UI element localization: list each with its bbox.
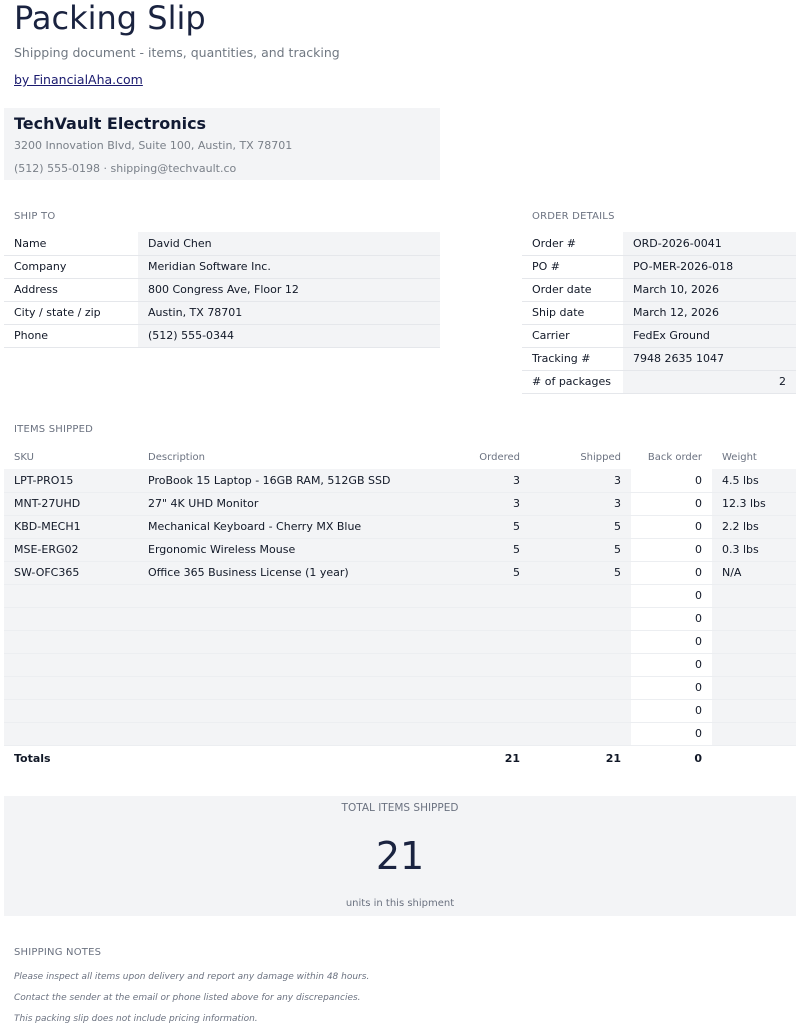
col-description: Description — [148, 452, 205, 463]
cell-shipped — [530, 653, 631, 676]
cell-shipped — [530, 607, 631, 630]
cell-shipped: 5 — [530, 515, 631, 538]
cell-weight: 12.3 lbs — [712, 492, 796, 515]
items-label: ITEMS SHIPPED — [14, 424, 94, 435]
field-key: Ship date — [522, 301, 623, 324]
totals-back-order: 0 — [631, 745, 712, 771]
field-value: Meridian Software Inc. — [138, 255, 440, 278]
cell-sku: MNT-27UHD — [4, 492, 138, 515]
ship-to-row — [4, 324, 440, 347]
cell-description: ProBook 15 Laptop - 16GB RAM, 512GB SSD — [138, 469, 448, 492]
totals-spacer — [138, 745, 448, 771]
ship-to-row — [4, 232, 440, 255]
totals-shipped: 21 — [530, 745, 631, 771]
table-row — [4, 538, 796, 561]
field-value: PO-MER-2026-018 — [623, 255, 796, 278]
cell-shipped — [530, 676, 631, 699]
cell-back-order: 0 — [631, 469, 712, 492]
field-key: Phone — [4, 324, 138, 347]
cell-weight — [712, 584, 796, 607]
cell-description: 27" 4K UHD Monitor — [138, 492, 448, 515]
field-key: Company — [4, 255, 138, 278]
field-key: Carrier — [522, 324, 623, 347]
page-title: Packing Slip — [14, 0, 206, 37]
cell-back-order: 0 — [631, 515, 712, 538]
table-row — [4, 722, 796, 745]
table-row — [4, 515, 796, 538]
byline-link[interactable]: by FinancialAha.com — [14, 72, 143, 87]
summary-caption: units in this shipment — [345, 898, 455, 909]
field-value: Austin, TX 78701 — [138, 301, 440, 324]
cell-back-order: 0 — [631, 561, 712, 584]
cell-description — [138, 653, 448, 676]
order-row — [522, 370, 796, 393]
table-row — [4, 653, 796, 676]
cell-back-order: 0 — [631, 607, 712, 630]
cell-weight — [712, 676, 796, 699]
summary-value: 21 — [375, 834, 425, 878]
cell-back-order: 0 — [631, 722, 712, 745]
cell-back-order: 0 — [631, 538, 712, 561]
sender-name: TechVault Electronics — [14, 114, 207, 133]
table-row — [4, 676, 796, 699]
cell-ordered: 5 — [448, 561, 530, 584]
table-row — [4, 630, 796, 653]
col-back-order: Back order — [647, 452, 702, 463]
ship-to-label: SHIP TO — [14, 211, 56, 222]
cell-weight — [712, 653, 796, 676]
note-line: Please inspect all items upon delivery and report any damage within 48 hours. — [14, 972, 370, 982]
field-value: 7948 2635 1047 — [623, 347, 796, 370]
table-row — [4, 561, 796, 584]
ship-to-row — [4, 301, 440, 324]
cell-description — [138, 630, 448, 653]
col-weight: Weight — [722, 452, 757, 463]
field-key: Address — [4, 278, 138, 301]
field-key: PO # — [522, 255, 623, 278]
table-row — [4, 699, 796, 722]
order-row — [522, 347, 796, 370]
cell-shipped: 5 — [530, 561, 631, 584]
cell-ordered — [448, 584, 530, 607]
items-table — [4, 446, 796, 771]
cell-sku: SW-OFC365 — [4, 561, 138, 584]
items-header-row — [4, 446, 796, 469]
totals-label: Totals — [4, 745, 138, 771]
sender-block — [4, 108, 440, 180]
totals-weight — [712, 745, 796, 771]
cell-back-order: 0 — [631, 653, 712, 676]
cell-sku — [4, 630, 138, 653]
sender-contact: (512) 555-0198 · shipping@techvault.co — [14, 162, 237, 175]
cell-sku — [4, 653, 138, 676]
note-line: Contact the sender at the email or phone listed above for any discrepancies. — [14, 993, 361, 1003]
cell-sku — [4, 699, 138, 722]
cell-back-order: 0 — [631, 699, 712, 722]
table-row — [4, 607, 796, 630]
notes-label: SHIPPING NOTES — [14, 947, 102, 958]
cell-description: Ergonomic Wireless Mouse — [138, 538, 448, 561]
cell-weight — [712, 607, 796, 630]
cell-sku: LPT-PRO15 — [4, 469, 138, 492]
cell-ordered: 3 — [448, 492, 530, 515]
field-value: FedEx Ground — [623, 324, 796, 347]
page-subtitle: Shipping document - items, quantities, and tracking — [14, 45, 340, 60]
cell-weight: N/A — [712, 561, 796, 584]
cell-weight — [712, 722, 796, 745]
cell-weight: 2.2 lbs — [712, 515, 796, 538]
packages-count: 2 — [623, 370, 796, 393]
cell-sku: KBD-MECH1 — [4, 515, 138, 538]
cell-sku — [4, 607, 138, 630]
table-row — [4, 469, 796, 492]
col-ordered: Ordered — [479, 452, 520, 463]
cell-sku — [4, 676, 138, 699]
cell-shipped — [530, 699, 631, 722]
table-row — [4, 492, 796, 515]
cell-shipped: 3 — [530, 492, 631, 515]
order-row — [522, 324, 796, 347]
cell-weight — [712, 699, 796, 722]
cell-shipped — [530, 584, 631, 607]
order-row — [522, 255, 796, 278]
cell-weight — [712, 630, 796, 653]
cell-sku: MSE-ERG02 — [4, 538, 138, 561]
field-key: Tracking # — [522, 347, 623, 370]
order-details-label: ORDER DETAILS — [532, 211, 615, 222]
cell-sku — [4, 584, 138, 607]
cell-description — [138, 722, 448, 745]
note-line: This packing slip does not include pricing information. — [14, 1014, 258, 1024]
cell-shipped: 5 — [530, 538, 631, 561]
col-sku: SKU — [14, 452, 34, 463]
field-value: March 12, 2026 — [623, 301, 796, 324]
cell-description — [138, 607, 448, 630]
field-value: David Chen — [138, 232, 440, 255]
field-key: City / state / zip — [4, 301, 138, 324]
cell-weight: 4.5 lbs — [712, 469, 796, 492]
cell-description — [138, 676, 448, 699]
cell-back-order: 0 — [631, 584, 712, 607]
cell-description — [138, 699, 448, 722]
cell-back-order: 0 — [631, 676, 712, 699]
cell-ordered: 5 — [448, 515, 530, 538]
field-key: Name — [4, 232, 138, 255]
field-value: 800 Congress Ave, Floor 12 — [138, 278, 440, 301]
col-shipped: Shipped — [580, 452, 621, 463]
cell-shipped: 3 — [530, 469, 631, 492]
cell-back-order: 0 — [631, 492, 712, 515]
cell-ordered — [448, 653, 530, 676]
cell-ordered — [448, 699, 530, 722]
field-value: ORD-2026-0041 — [623, 232, 796, 255]
cell-ordered — [448, 630, 530, 653]
table-row — [4, 584, 796, 607]
field-value: March 10, 2026 — [623, 278, 796, 301]
ship-to-row — [4, 255, 440, 278]
order-row — [522, 232, 796, 255]
field-value: (512) 555-0344 — [138, 324, 440, 347]
ship-to-row — [4, 278, 440, 301]
order-details-table — [522, 232, 796, 394]
cell-back-order: 0 — [631, 630, 712, 653]
cell-description: Mechanical Keyboard - Cherry MX Blue — [138, 515, 448, 538]
field-key: Order # — [522, 232, 623, 255]
cell-ordered — [448, 607, 530, 630]
cell-description — [138, 584, 448, 607]
totals-ordered: 21 — [448, 745, 530, 771]
cell-ordered — [448, 676, 530, 699]
cell-weight: 0.3 lbs — [712, 538, 796, 561]
field-key: Order date — [522, 278, 623, 301]
cell-ordered: 5 — [448, 538, 530, 561]
cell-sku — [4, 722, 138, 745]
cell-ordered — [448, 722, 530, 745]
cell-description: Office 365 Business License (1 year) — [138, 561, 448, 584]
cell-shipped — [530, 630, 631, 653]
totals-row — [4, 745, 796, 771]
cell-ordered: 3 — [448, 469, 530, 492]
sender-address: 3200 Innovation Blvd, Suite 100, Austin, TX 78701 — [14, 139, 293, 152]
ship-to-table — [4, 232, 440, 348]
field-key: # of packages — [522, 370, 623, 393]
order-row — [522, 278, 796, 301]
cell-shipped — [530, 722, 631, 745]
total-summary-box — [4, 796, 796, 916]
order-row — [522, 301, 796, 324]
summary-label: TOTAL ITEMS SHIPPED — [341, 802, 459, 814]
